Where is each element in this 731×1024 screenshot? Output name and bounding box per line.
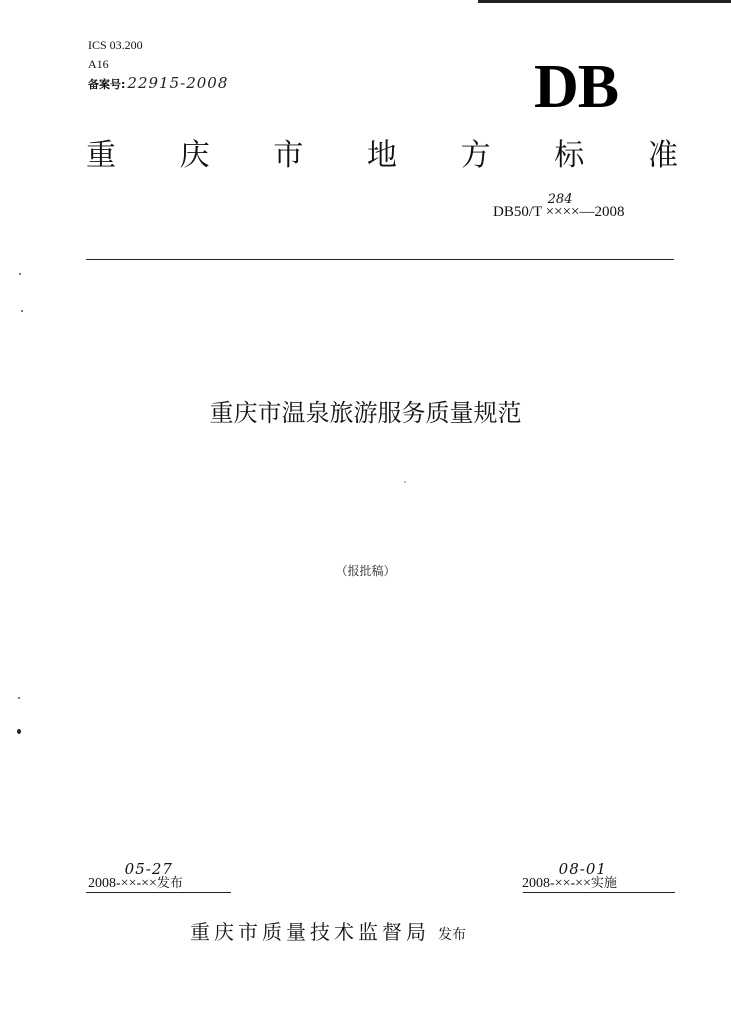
header-divider bbox=[86, 259, 674, 260]
publish-date-placeholder: ××-×× bbox=[120, 876, 157, 891]
ics-code: ICS 03.200 bbox=[88, 38, 143, 52]
filing-number-label: 备案号: bbox=[88, 78, 126, 91]
publish-date-suffix: 发布 bbox=[156, 876, 183, 891]
scan-speck bbox=[17, 729, 21, 734]
scan-speck bbox=[404, 481, 406, 483]
top-edge-rule bbox=[478, 0, 731, 3]
implement-date-suffix: 实施 bbox=[590, 876, 617, 891]
publish-date-prefix: 2008- bbox=[88, 876, 121, 891]
standard-number-slot bbox=[545, 192, 580, 221]
scan-speck bbox=[21, 310, 23, 312]
db-logo: DB bbox=[534, 53, 619, 121]
standard-type-char: 标 bbox=[554, 138, 585, 173]
classification-code: A16 bbox=[88, 57, 109, 71]
publish-date-rule bbox=[86, 892, 231, 893]
scan-speck bbox=[18, 697, 20, 699]
standard-type-char: 庆 bbox=[179, 138, 210, 173]
standard-type-char: 市 bbox=[273, 138, 304, 173]
implement-date bbox=[522, 860, 617, 892]
standard-number-prefix: DB50/T bbox=[493, 204, 546, 220]
standard-number-placeholder: ×××× bbox=[545, 204, 580, 220]
standard-type-char: 地 bbox=[366, 138, 397, 173]
standard-number bbox=[493, 192, 625, 221]
implement-date-placeholder: ××-×× bbox=[554, 876, 591, 891]
implement-date-rule bbox=[523, 892, 675, 893]
publish-date-handwritten: 05-27 bbox=[124, 860, 173, 878]
standard-type-char: 方 bbox=[460, 138, 491, 173]
issuer-suffix: 发布 bbox=[438, 927, 466, 943]
implement-date-handwritten: 08-01 bbox=[558, 860, 607, 878]
issuer-line bbox=[190, 916, 466, 945]
issuer-name: 重庆市质量技术监督局 bbox=[190, 920, 430, 944]
filing-number-handwritten: 22915-2008 bbox=[127, 74, 229, 92]
implement-date-prefix: 2008- bbox=[522, 876, 555, 891]
publish-date bbox=[88, 860, 183, 892]
standard-type-char: 重 bbox=[86, 138, 116, 173]
filing-number-row bbox=[88, 74, 228, 92]
scan-speck bbox=[19, 273, 21, 275]
draft-status-label: （报批稿） bbox=[335, 564, 396, 578]
standard-number-handwritten: 284 bbox=[547, 192, 573, 207]
standard-number-year: —2008 bbox=[579, 204, 625, 220]
standard-type-heading bbox=[86, 136, 678, 176]
standard-type-char: 准 bbox=[647, 138, 678, 173]
document-title: 重庆市温泉旅游服务质量规范 bbox=[209, 399, 522, 427]
